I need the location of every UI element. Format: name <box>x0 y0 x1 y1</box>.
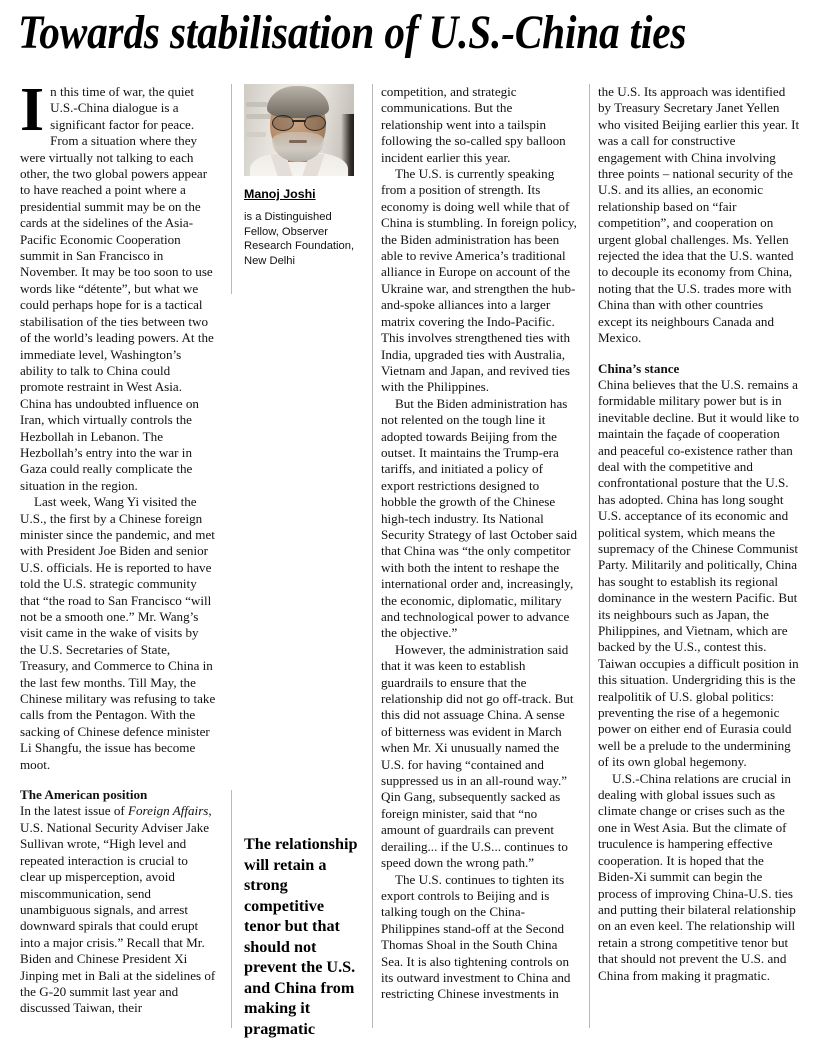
author-bio: is a Distinguished Fellow, Observer Research Foundation, New Delhi <box>244 211 355 267</box>
author-column <box>244 84 356 268</box>
photo-lens-right <box>304 115 326 131</box>
paragraph <box>381 396 577 642</box>
paragraph-text: U.S.-China relations are crucial in dealing with global issues such as climate change or crises such as the one in West Asia. But the climate of truculence is hampering effective cooperation. It is hoped that the Biden-Xi summit can begin the process of improving China-U.S. ties and putting their bilateral relationship on an even keel. The relationship will retain a strong competitive tenor but that should not prevent the U.S. and China from making it pragmatic. <box>598 770 796 983</box>
article-column-1 <box>20 76 216 1017</box>
paragraph-text: competition, and strategic communications. But the relationship went into a tailspin following the so-called spy balloon incident earlier this year. <box>381 84 566 165</box>
paragraph-text: In the latest issue of <box>20 803 128 819</box>
paragraph-intro <box>20 76 216 494</box>
paragraph-text: the U.S. Its approach was identified by Treasury Secretary Janet Yellen who visited Beijing earlier this year. It was a call for constructive engagement with China involving three points – national security of the U.S. and its allies, an economic relationship based on “fair competition”, and cooperation on urgent global challenges. Ms. Yellen rejected the idea that the U.S. wanted to decouple its economy from China, noting that the U.S. trades more with China than with other countries except its neighbours Canada and Mexico. <box>598 84 800 346</box>
photo-glasses <box>272 115 326 129</box>
paragraph-text: Last week, Wang Yi visited the U.S., the first by a Chinese foreign minister since the pandemic, and met with President Joe Biden and senior U.S. officials. He is reported to have told the U.S. strategic community that “the road to San Francisco “will not be a smooth one.” Mr. Wang’s visit came in the wake of visits by the U.S. Secretaries of State, Treasury, and Commerce to China in the last few months. Till May, the Chinese military was refusing to take calls from the Pentagon. With the sacking of Chinese defence minister Li Shangfu, the issue has become moot. <box>20 494 216 772</box>
paragraph-text: But the Biden administration has not relented on the tough line it adopted towards Beijing from the outset. It maintains the Trump-era tariffs, and initiated a policy of export restrictions designed to hobble the growth of the Chinese high-tech industry. Its National Security Strategy of last October said that China was “the only competitor with both the intent to reshape the international order and, increasingly, the economic, diplomatic, military and technological power to advance the objective.” <box>381 395 577 641</box>
paragraph-text: The U.S. continues to tighten its export controls to Beijing and is talking tough on the China-Philippines stand-off at the Second Thomas Shoal in the South China Sea. It is also tightening controls on its outward investment to China and restricting Chinese investments in <box>381 871 571 1002</box>
paragraph <box>20 494 216 773</box>
article-headline: Towards stabilisation of U.S.-China ties <box>18 6 687 59</box>
column-divider-right <box>589 84 590 1028</box>
column-divider-left-bottom <box>231 790 232 1028</box>
author-name: Manoj Joshi <box>244 187 316 201</box>
article-column-4 <box>598 84 800 984</box>
paragraph <box>598 377 800 771</box>
paragraph-text: The U.S. is currently speaking from a position of strength. Its economy is doing well while that of China is stumbling. In foreign policy, the Biden administration has been able to revive America’s traditional alliance in Europe on account of the Ukraine war, and strengthen the hub-and-spoke alliances into a larger matrix covering the Indo-Pacific. This involves strengthened ties with India, upgraded ties with Australia, Vietnam and Japan, and revived ties with the Philippines. <box>381 166 577 395</box>
paragraph <box>598 84 800 347</box>
paragraph <box>598 771 800 984</box>
subheading-chinas-stance: China’s stance <box>598 360 680 376</box>
photo-background-streak <box>246 102 268 107</box>
publication-title: Foreign Affairs <box>128 803 209 819</box>
paragraph <box>381 872 577 1003</box>
photo-background-streak <box>246 132 266 137</box>
paragraph-text: However, the administration said that it was keen to establish guardrails to ensure that the relationship did not go off-track. But this did not assuage China. A sense of bitterness was evident in March when Mr. Xi unusually named the U.S. for having “contained and suppressed us in an all-round way.” Qin Gang, subsequently sacked as foreign minister, said that “no amount of guardrails can prevent derailing... if the U.S... continues to speed down the wrong path.” <box>381 641 574 871</box>
paragraph <box>381 166 577 396</box>
paragraph <box>381 84 577 166</box>
photo-mouth <box>289 140 307 143</box>
column-divider-center <box>372 84 373 1028</box>
paragraph <box>381 642 577 872</box>
photo-glasses-bridge <box>292 120 306 122</box>
photo-lens-left <box>272 115 294 131</box>
paragraph-text: , U.S. National Security Adviser Jake Sullivan wrote, “High level and repeated interaction is crucial to clear up misperception, avoid miscommunication, send unambiguous signals, and arrest downward spirals that could erupt into a major crisis.” Recall that Mr. Biden and Chinese President Xi Jinping met in Bali at the sidelines of the G-20 summit last year and discussed Taiwan, their <box>20 803 216 1016</box>
subheading-american-position: The American position <box>20 787 148 803</box>
article-column-3 <box>381 84 577 1003</box>
headline-container <box>18 6 802 64</box>
drop-cap: I <box>20 76 45 144</box>
pull-quote: The relationship will retain a strong competitive tenor but that should not prevent the U.S. and China from making it pragmatic <box>244 835 358 1038</box>
paragraph-text: n this time of war, the quiet U.S.-China dialogue is a significant factor for peace. From a situation where they were virtually not talking to each other, the two global powers appear to have reached a point where a presidential summit may be on the cards at the sidelines of the Asia-Pacific Economic Cooperation summit in San Francisco in November. It may be too soon to use words like “détente”, but what we could perhaps hope for is a tactical stabilisation of the ties between two of the world’s leading powers. At the immediate level, Washington’s ability to talk to China could promote restraint in West Asia. China has undoubted influence on Iran, which virtually controls the Hezbollah in Lebanon. The Hezbollah’s entry into the war in Gaza could really complicate the situation in the region. <box>20 84 214 493</box>
paragraph-text: China believes that the U.S. remains a formidable military power but is in inevitable decline. But it would like to maintain the façade of cooperation and peaceful co-existence rather than deal with the competitive and confrontational posture that the U.S. has adopted. China has long sought U.S. acceptance of its economic and political system, which means the supremacy of the Chinese Communist Party. Militarily and politically, China has sought to establish its regional dominance in the western Pacific. But its neighbours such as Japan, the Philippines, and Vietnam, which are backed by the U.S., contest this. Taiwan occupies a difficult position in this situation. Undergriding this is the realpolitik of U.S. global politics: preventing the rise of a hegemonic power on either end of Eurasia could well be a prelude to the undermining of its own global hegemony. <box>598 376 800 770</box>
column-divider-left-top <box>231 84 232 294</box>
paragraph <box>20 803 216 1016</box>
author-photo <box>244 84 354 176</box>
